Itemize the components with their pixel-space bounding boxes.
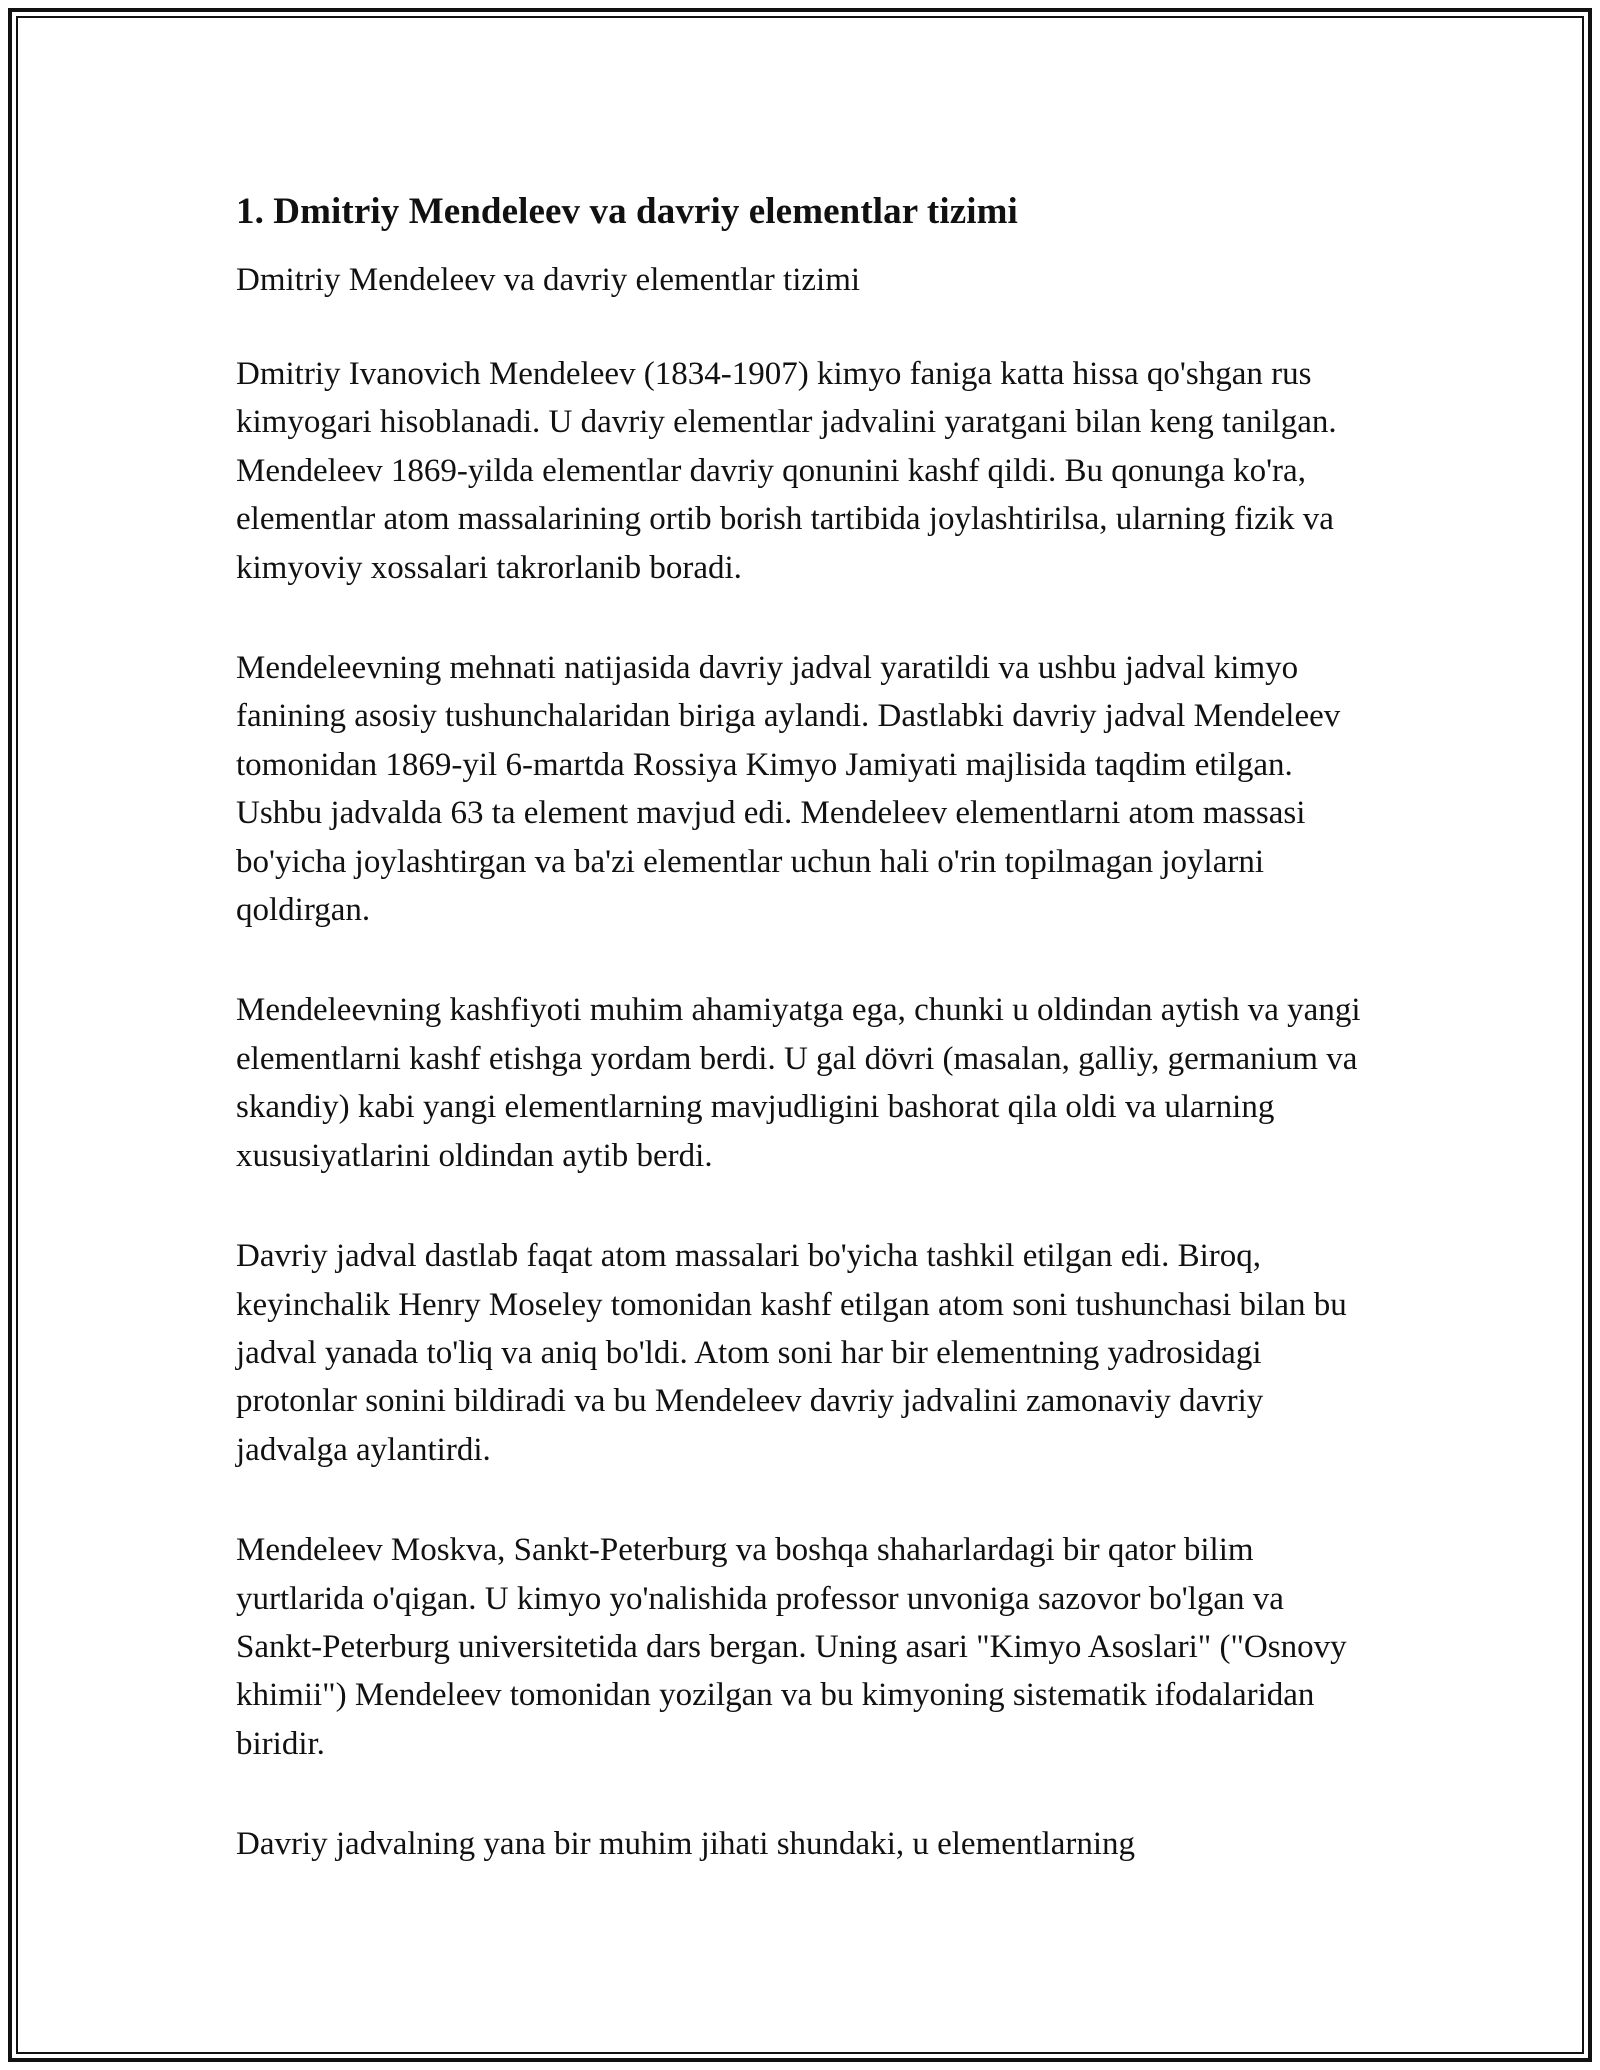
- paragraph: Davriy jadvalning yana bir muhim jihati shundaki, u elementlarning: [236, 1826, 1136, 1863]
- document-body: [236, 186, 1376, 1869]
- document-subtitle: Dmitriy Mendeleev va davriy elementlar tizimi: [236, 262, 861, 298]
- paragraph: Mendeleevning kashfiyoti muhim ahamiyatga ega, chunki u oldindan aytish va yangi elementlarni kashf etishga yordam berdi. U gal dövri (masalan, galliy, germanium va skandiy) kabi yangi elementlarning mavjudligini bashorat qila oldi va ularning xususiyatlarini oldindan aytib berdi.: [236, 992, 1361, 1174]
- paragraph: Dmitriy Ivanovich Mendeleev (1834-1907) kimyo faniga katta hissa qo'shgan rus kimyogari hisoblanadi. U davriy elementlar jadvalini yaratgani bilan keng tanilgan. Mendeleev 1869-yilda elementlar davriy qonunini kashf qildi. Bu qonunga ko'ra, elementlar atom massalarining ortib borish tartibida joylashtirilsa, ularning fizik va kimyoviy xossalari takrorlanib boradi.: [236, 356, 1337, 586]
- paragraph: Mendeleev Moskva, Sankt-Peterburg va boshqa shaharlardagi bir qator bilim yurtlarida o'qigan. U kimyo yo'nalishida professor unvoniga sazovor bo'lgan va Sankt-Peterburg universitetida dars bergan. Uning asari "Kimyo Asoslari" ("Osnovy khimii") Mendeleev tomonidan yozilgan va bu kimyoning sistematik ifodalaridan biridir.: [236, 1532, 1347, 1762]
- paragraph: Davriy jadval dastlab faqat atom massalari bo'yicha tashkil etilgan edi. Biroq, keyinchalik Henry Moseley tomonidan kashf etilgan atom soni tushunchasi bilan bu jadval yanada to'liq va aniq bo'ldi. Atom soni har bir elementning yadrosidagi protonlar sonini bildiradi va bu Mendeleev davriy jadvalini zamonaviy davriy jadvalga aylantirdi.: [236, 1238, 1347, 1468]
- paragraph: Mendeleevning mehnati natijasida davriy jadval yaratildi va ushbu jadval kimyo fanining asosiy tushunchalaridan biriga aylandi. Dastlabki davriy jadval Mendeleev tomonidan 1869-yil 6-martda Rossiya Kimyo Jamiyati majlisida taqdim etilgan. Ushbu jadvalda 63 ta element mavjud edi. Mendeleev elementlarni atom massasi bo'yicha joylashtirgan va ba'zi elementlar uchun hali o'rin topilmagan joylarni qoldirgan.: [236, 650, 1341, 929]
- page-title: 1. Dmitriy Mendeleev va davriy elementlar tizimi: [236, 191, 1018, 232]
